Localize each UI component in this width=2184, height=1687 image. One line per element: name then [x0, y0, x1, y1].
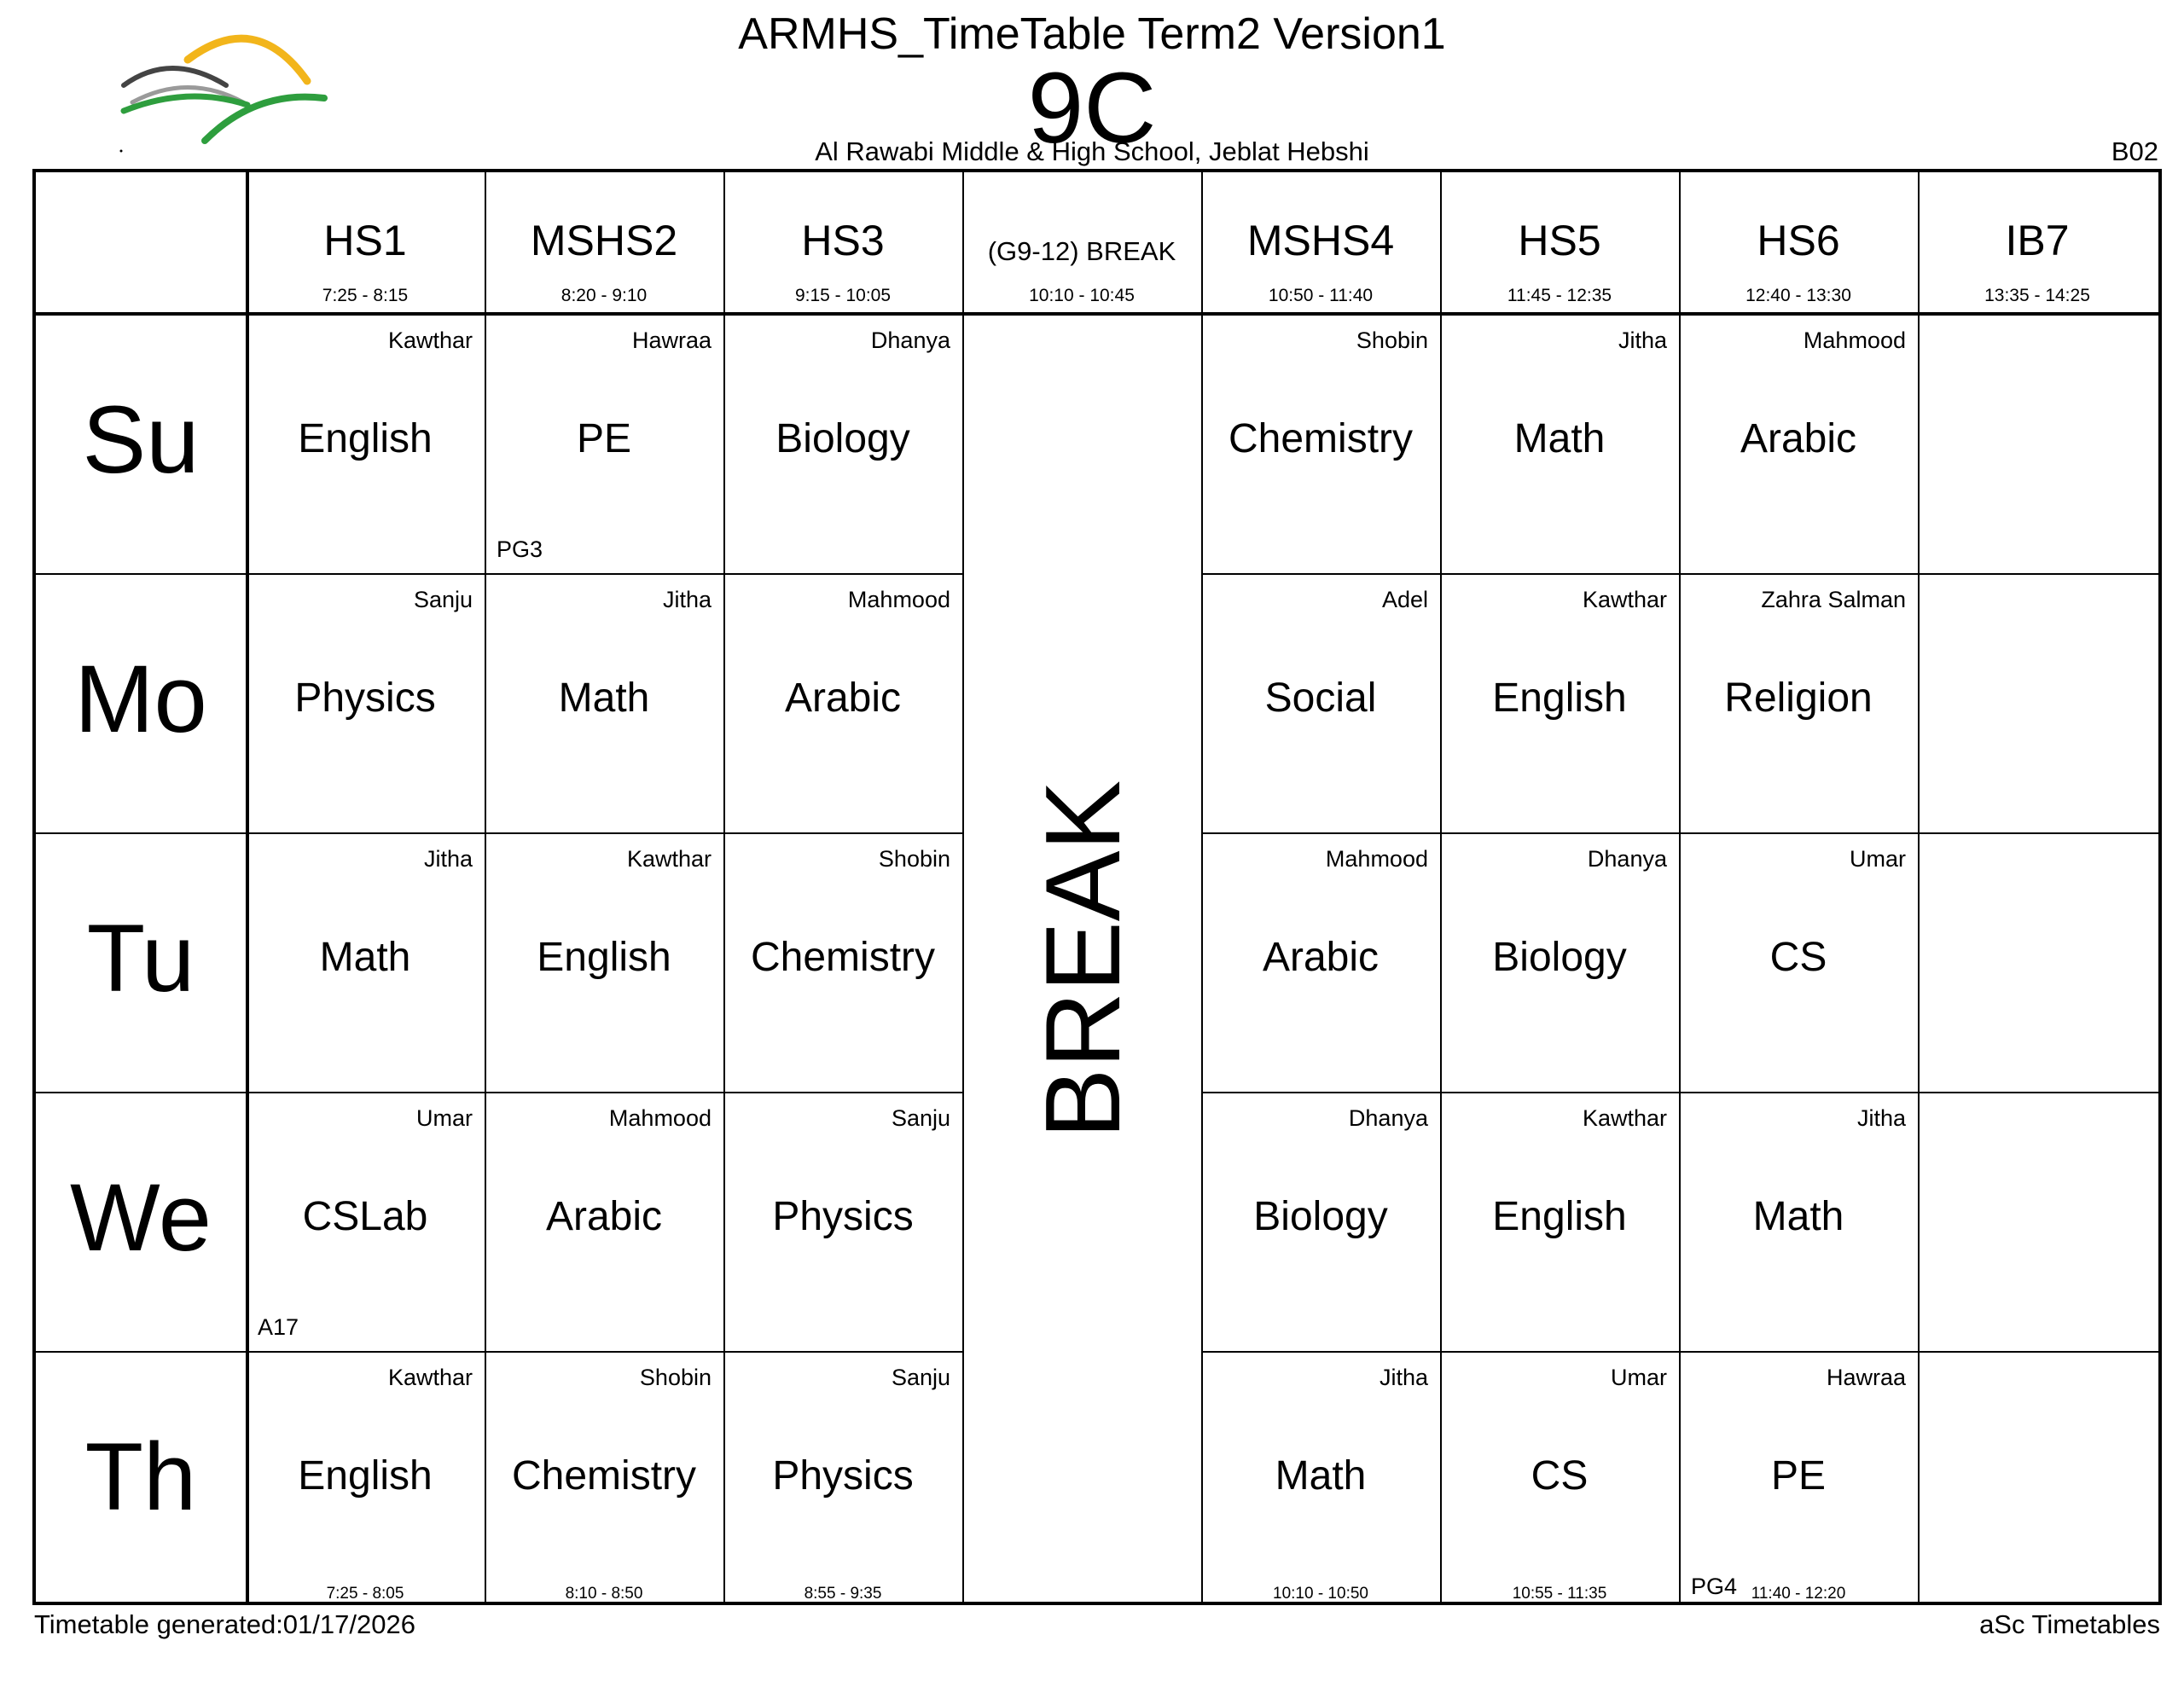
teacher-name: Sanju — [891, 1365, 950, 1390]
generated-date: Timetable generated:01/17/2026 — [34, 1609, 415, 1639]
teacher-name: Mahmood — [608, 1105, 712, 1131]
lesson-cell — [723, 1351, 962, 1610]
period-name: MSHS2 — [530, 217, 678, 264]
period-name: IB7 — [2005, 217, 2070, 264]
lesson-cell — [246, 573, 485, 832]
teacher-name: Mahmood — [1803, 328, 1906, 353]
teacher-name: Mahmood — [847, 587, 950, 612]
teacher-name: Mahmood — [1325, 846, 1428, 872]
lesson-cell — [485, 832, 723, 1092]
lesson-time: 8:10 - 8:50 — [565, 1585, 643, 1603]
subject-name: Chemistry — [511, 1453, 697, 1499]
teacher-name: Kawthar — [387, 328, 473, 353]
lesson-room: PG3 — [497, 536, 543, 562]
lesson-cell — [723, 573, 962, 832]
lesson-cell — [1201, 1351, 1440, 1610]
lesson-cell — [1201, 832, 1440, 1092]
lesson-room: A17 — [258, 1314, 299, 1340]
subject-name: CSLab — [302, 1194, 428, 1239]
teacher-name: Hawraa — [1826, 1365, 1906, 1390]
period-header-hs3 — [723, 172, 962, 312]
subject-name: Math — [1752, 1194, 1844, 1239]
subject-name: Arabic — [1740, 416, 1857, 461]
class-name: 9C — [1027, 52, 1157, 165]
period-time: 12:40 - 13:30 — [1745, 286, 1851, 305]
lesson-cell — [1679, 573, 1918, 832]
lesson-cell — [723, 832, 962, 1092]
period-name: MSHS4 — [1246, 217, 1395, 264]
period-name: HS6 — [1757, 217, 1840, 264]
period-time: 9:15 - 10:05 — [794, 286, 892, 305]
period-name: HS3 — [801, 217, 885, 264]
subject-name: English — [1492, 1194, 1627, 1239]
teacher-name: Shobin — [878, 846, 950, 872]
subject-name: PE — [576, 416, 632, 461]
period-header-break — [962, 172, 1201, 312]
teacher-name: Kawthar — [1582, 587, 1667, 612]
break-column-label — [964, 314, 1203, 1605]
lesson-cell — [485, 1092, 723, 1351]
teacher-name: Kawthar — [626, 846, 712, 872]
subject-name: Arabic — [1262, 935, 1380, 980]
day-label-su: Su — [82, 386, 200, 493]
lesson-cell — [1201, 1092, 1440, 1351]
teacher-name: Jitha — [423, 846, 473, 872]
subject-name: Arabic — [784, 675, 902, 721]
lesson-cell — [1679, 832, 1918, 1092]
subject-name: Chemistry — [750, 935, 936, 980]
subject-name: CS — [1531, 1453, 1589, 1499]
lesson-time: 11:40 - 12:20 — [1751, 1585, 1846, 1603]
lesson-time: 7:25 - 8:05 — [326, 1585, 404, 1603]
lesson-cell — [1918, 314, 2157, 573]
subject-name: Biology — [1492, 935, 1627, 980]
subject-name: Math — [1275, 1453, 1367, 1499]
lesson-cell — [1440, 832, 1679, 1092]
lesson-cell — [246, 314, 485, 573]
period-name: HS5 — [1518, 217, 1601, 264]
teacher-name: Dhanya — [1348, 1105, 1428, 1131]
subject-name: Math — [319, 935, 411, 980]
lesson-cell — [1440, 314, 1679, 573]
break-text: BREAK — [1025, 780, 1143, 1139]
room-code: B02 — [2111, 136, 2158, 166]
lesson-cell — [1918, 1351, 2157, 1610]
day-label-tu: Tu — [86, 905, 195, 1012]
subject-name: English — [1492, 675, 1627, 721]
period-header-hs6 — [1679, 172, 1918, 312]
teacher-name: Umar — [416, 1105, 473, 1131]
period-header-mshs2 — [485, 172, 723, 312]
day-label-we: We — [70, 1164, 212, 1271]
subject-name: English — [298, 416, 433, 461]
day-label-th: Th — [84, 1423, 197, 1530]
period-name: (G9-12) BREAK — [987, 236, 1176, 266]
subject-name: Physics — [294, 675, 436, 721]
teacher-name: Shobin — [1356, 328, 1428, 353]
subject-name: Physics — [772, 1453, 914, 1499]
period-time: 13:35 - 14:25 — [1984, 286, 2090, 305]
period-name: HS1 — [323, 217, 407, 264]
teacher-name: Sanju — [413, 587, 473, 612]
teacher-name: Zahra Salman — [1761, 587, 1906, 612]
lesson-cell — [1440, 1092, 1679, 1351]
subject-name: Social — [1264, 675, 1377, 721]
lesson-room: PG4 — [1691, 1574, 1738, 1599]
school-name: Al Rawabi Middle & High School, Jeblat Hebshi — [815, 136, 1369, 166]
teacher-name: Kawthar — [387, 1365, 473, 1390]
subject-name: Biology — [775, 416, 910, 461]
lesson-cell — [1440, 573, 1679, 832]
teacher-name: Kawthar — [1582, 1105, 1667, 1131]
lesson-cell — [1679, 314, 1918, 573]
lesson-time: 10:10 - 10:50 — [1273, 1585, 1368, 1603]
teacher-name: Hawraa — [631, 328, 712, 353]
teacher-name: Adel — [1381, 587, 1428, 612]
subject-name: CS — [1769, 935, 1827, 980]
subject-name: Physics — [772, 1194, 914, 1239]
period-time: 10:50 - 11:40 — [1268, 286, 1374, 305]
lesson-cell — [246, 1351, 485, 1610]
subject-name: English — [298, 1453, 433, 1499]
lesson-cell — [1918, 1092, 2157, 1351]
teacher-name: Jitha — [1618, 328, 1667, 353]
subject-name: Chemistry — [1228, 416, 1414, 461]
teacher-name: Jitha — [1856, 1105, 1906, 1131]
lesson-cell — [246, 832, 485, 1092]
lesson-cell — [246, 1092, 485, 1351]
lesson-cell — [485, 1351, 723, 1610]
lesson-cell — [1201, 314, 1440, 573]
period-header-mshs4 — [1201, 172, 1440, 312]
lesson-cell — [1679, 1351, 1918, 1610]
teacher-name: Umar — [1611, 1365, 1667, 1390]
lesson-cell — [723, 314, 962, 573]
lesson-cell — [1679, 1092, 1918, 1351]
subject-name: Math — [1513, 416, 1606, 461]
teacher-name: Jitha — [1379, 1365, 1428, 1390]
period-header-hs5 — [1440, 172, 1679, 312]
lesson-time: 10:55 - 11:35 — [1512, 1585, 1607, 1603]
brand-name: aSc Timetables — [1979, 1609, 2160, 1639]
lesson-cell — [723, 1092, 962, 1351]
subject-name: Arabic — [545, 1194, 663, 1239]
subject-name: English — [537, 935, 671, 980]
teacher-name: Sanju — [891, 1105, 950, 1131]
teacher-name: Dhanya — [1587, 846, 1667, 872]
period-header-ib7 — [1918, 172, 2157, 312]
lesson-time: 8:55 - 9:35 — [804, 1585, 882, 1603]
teacher-name: Dhanya — [870, 328, 950, 353]
period-header-hs1 — [246, 172, 485, 312]
period-time: 8:20 - 9:10 — [561, 286, 648, 305]
lesson-cell — [1918, 832, 2157, 1092]
teacher-name: Jitha — [662, 587, 712, 612]
subject-name: Math — [558, 675, 650, 721]
period-time: 11:45 - 12:35 — [1507, 286, 1612, 305]
period-time: 10:10 - 10:45 — [1029, 286, 1135, 305]
lesson-cell — [485, 314, 723, 573]
subject-name: PE — [1770, 1453, 1827, 1499]
timetable-title: ARMHS_TimeTable Term2 Version1 — [738, 9, 1446, 59]
teacher-name: Umar — [1850, 846, 1906, 872]
lesson-cell — [1918, 573, 2157, 832]
teacher-name: Shobin — [639, 1365, 712, 1390]
day-label-mo: Mo — [74, 646, 207, 752]
subject-name: Biology — [1253, 1194, 1388, 1239]
lesson-cell — [485, 573, 723, 832]
lesson-cell — [1440, 1351, 1679, 1610]
subject-name: Religion — [1724, 675, 1873, 721]
lesson-cell — [1201, 573, 1440, 832]
period-time: 7:25 - 8:15 — [322, 286, 409, 305]
